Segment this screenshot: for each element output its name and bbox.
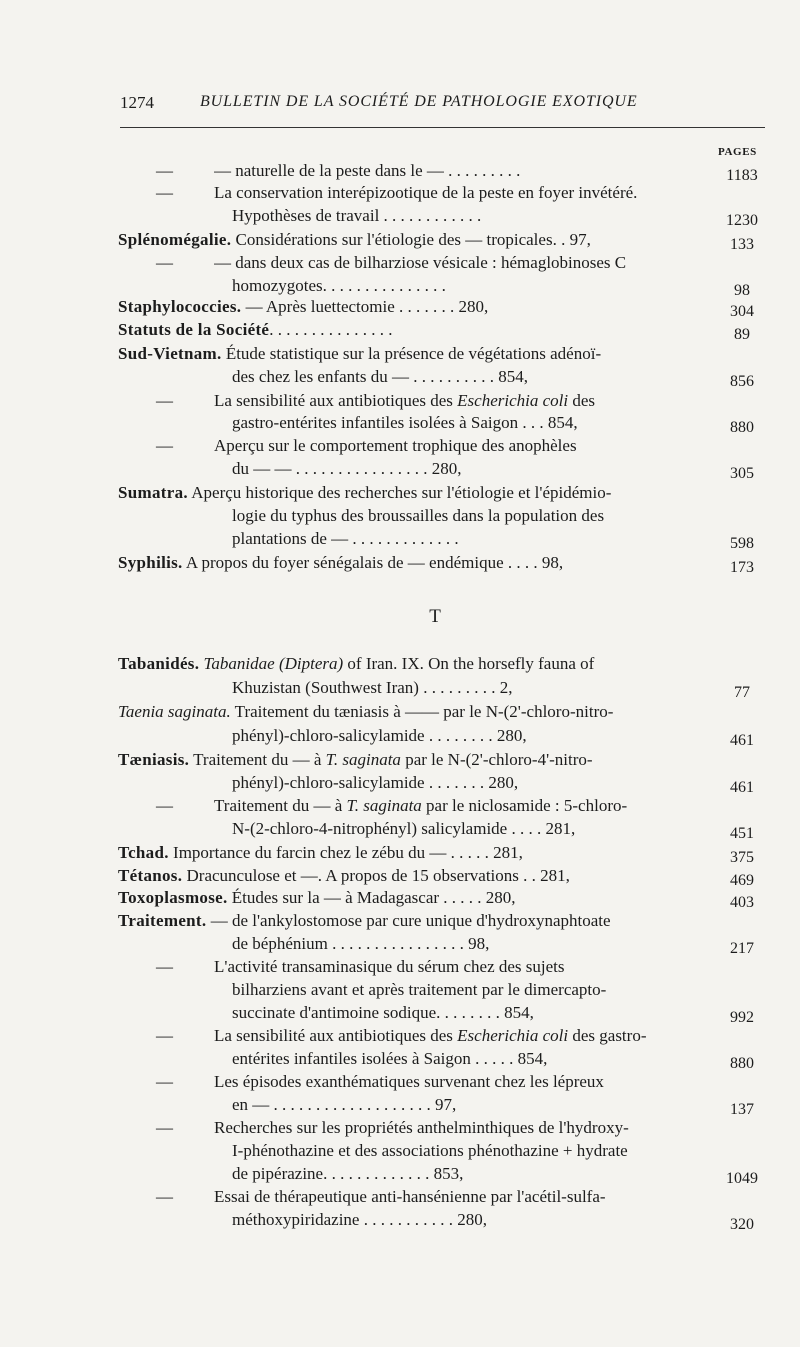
entry-text: [232, 819, 708, 839]
page-reference: 305: [730, 465, 754, 482]
index-line: [0, 773, 800, 797]
index-line: [0, 320, 800, 344]
index-line: [0, 230, 800, 254]
page-reference: 992: [730, 1009, 754, 1026]
index-line: [0, 459, 800, 483]
entry-heading: Statuts de la Société: [118, 320, 270, 339]
entry-fragment: of Iran. IX. On the horsefly fauna of: [343, 654, 595, 673]
index-line: [0, 253, 800, 277]
entry-fragment: I-phénothazine et des associations phénothazine + hydrate: [232, 1141, 628, 1160]
page-reference: 137: [730, 1101, 754, 1118]
entry-heading: Syphilis.: [118, 553, 183, 572]
entry-text: [232, 980, 708, 1000]
entry-fragment: Études sur la — à Madagascar . . . . . 280,: [227, 888, 516, 907]
index-line: [0, 529, 800, 553]
entry-fragment: des: [568, 391, 596, 410]
index-line: [0, 553, 800, 577]
page-reference: 451: [730, 825, 754, 842]
entry-fragment: La sensibilité aux antibiotiques des: [214, 391, 458, 410]
entry-fragment: logie du typhus des broussailles dans la population des: [232, 506, 605, 525]
index-line: [0, 413, 800, 437]
entry-fragment: bilharziens avant et après traitement par le dimercapto-: [232, 980, 607, 999]
entry-heading: Tétanos.: [118, 866, 183, 885]
page-reference: 461: [730, 779, 754, 796]
index-line: [0, 957, 800, 981]
entry-fragment: — Après luettectomie . . . . . . . 280,: [241, 297, 489, 316]
page-reference: 880: [730, 419, 754, 436]
entry-text: [118, 553, 708, 573]
entry-fragment: Khuzistan (Southwest Iran) . . . . . . . . . 2,: [232, 678, 513, 697]
page-reference: 403: [730, 894, 754, 911]
entry-fragment: L'activité transaminasique du sérum chez des sujets: [214, 957, 565, 976]
entry-text: [214, 183, 708, 203]
italic-term: Taenia saginata.: [118, 702, 231, 721]
index-line: [0, 843, 800, 867]
entry-text: [232, 1095, 708, 1115]
italic-term: T.: [325, 750, 339, 769]
page-reference: 1183: [726, 167, 758, 184]
ditto-dash: —: [156, 1072, 173, 1091]
ditto-dash: —: [156, 183, 173, 202]
index-line: [0, 1118, 800, 1142]
page-reference: 133: [730, 236, 754, 253]
entry-fragment: homozygotes. . . . . . . . . . . . . . .: [232, 276, 446, 295]
index-line: [0, 888, 800, 912]
entry-fragment: du — — . . . . . . . . . . . . . . . . 280,: [232, 459, 462, 478]
entry-fragment: Aperçu sur le comportement trophique des anophèles: [214, 436, 577, 455]
entry-text: [214, 957, 708, 977]
entry-text: [232, 413, 708, 433]
entry-fragment: Considérations sur l'étiologie des — tropicales. . 97,: [231, 230, 591, 249]
entry-text: [232, 276, 708, 296]
index-line: [0, 161, 800, 185]
entry-fragment: par le niclosamide : 5-chloro-: [421, 796, 628, 815]
entry-fragment: Aperçu historique des recherches sur l'étiologie et l'épidémio-: [187, 483, 612, 502]
index-line: [0, 980, 800, 1004]
index-line: [0, 1187, 800, 1211]
page-reference: 1049: [726, 1170, 758, 1187]
index-line: [0, 726, 800, 750]
index-line: [0, 1003, 800, 1027]
page-reference: 320: [730, 1216, 754, 1233]
entry-fragment: La conservation interépizootique de la peste en foyer invétéré.: [214, 183, 638, 202]
ditto-dash: —: [156, 796, 173, 815]
index-line: [0, 183, 800, 207]
entry-fragment: de béphénium . . . . . . . . . . . . . . . . 98,: [232, 934, 490, 953]
index-line: [0, 1095, 800, 1119]
entry-fragment: A propos du foyer sénégalais de — endémique . . . . 98,: [182, 553, 564, 572]
italic-term: saginata: [342, 750, 401, 769]
entry-heading: Tabanidés.: [118, 654, 200, 673]
index-line: [0, 866, 800, 890]
index-line: [0, 1141, 800, 1165]
entry-fragment: des chez les enfants du — . . . . . . . . . . 854,: [232, 367, 529, 386]
ditto-dash: —: [156, 436, 173, 455]
ditto-dash: —: [156, 1187, 173, 1206]
index-line: [0, 750, 800, 774]
entry-text: [214, 1026, 708, 1046]
index-line: [0, 796, 800, 820]
entry-text: [214, 1118, 708, 1138]
index-line: [0, 1072, 800, 1096]
index-line: [0, 702, 800, 726]
index-line: [0, 1210, 800, 1234]
index-line: [0, 1026, 800, 1050]
ditto-dash: —: [156, 161, 173, 180]
entry-fragment: Les épisodes exanthématiques survenant chez les lépreux: [214, 1072, 604, 1091]
entry-text: [232, 1141, 708, 1161]
entry-fragment: Étude statistique sur la présence de végétations adénoï-: [221, 344, 602, 363]
entry-text: [232, 1049, 708, 1069]
page-reference: 1230: [726, 212, 758, 229]
entry-fragment: succinate d'antimoine sodique. . . . . . . . 854,: [232, 1003, 534, 1022]
entry-text: [214, 161, 708, 181]
entry-heading: Tæniasis.: [118, 750, 190, 769]
entry-text: [214, 1187, 708, 1207]
entry-fragment: — dans deux cas de bilharziose vésicale : hémaglobinoses C: [214, 253, 627, 272]
entry-fragment: Essai de thérapeutique anti-hansénienne par l'acétil-sulfa-: [214, 1187, 606, 1206]
page-reference: 98: [734, 282, 750, 299]
entry-fragment: des gastro-: [568, 1026, 647, 1045]
page-reference: 461: [730, 732, 754, 749]
index-line: [0, 506, 800, 530]
entry-fragment: Dracunculose et —. A propos de 15 observations . . 281,: [182, 866, 570, 885]
entry-text: [118, 344, 708, 364]
entry-text: [232, 367, 708, 387]
entry-text: [232, 459, 708, 479]
entry-text: [214, 796, 708, 816]
page-reference: 856: [730, 373, 754, 390]
entry-fragment: . . . . . . . . . . . . . . .: [269, 320, 393, 339]
entry-heading: Sumatra.: [118, 483, 188, 502]
entry-fragment: de pipérazine. . . . . . . . . . . . . 853,: [232, 1164, 464, 1183]
entry-fragment: phényl)-chloro-salicylamide . . . . . . . 280,: [232, 773, 519, 792]
index-line: [0, 654, 800, 678]
index-line: [0, 391, 800, 415]
pages-column-header: PAGES: [718, 146, 757, 158]
entry-fragment: La sensibilité aux antibiotiques des: [214, 1026, 458, 1045]
entry-fragment: — de l'ankylostomose par cure unique d'hydroxynaphtoate: [206, 911, 611, 930]
running-header: [120, 93, 765, 123]
entry-text: [118, 320, 708, 340]
entry-fragment: plantations de — . . . . . . . . . . . . .: [232, 529, 459, 548]
entry-fragment: entérites infantiles isolées à Saigon . . . . . 854,: [232, 1049, 548, 1068]
entry-text: [214, 1072, 708, 1092]
entry-fragment: Traitement du — à: [189, 750, 326, 769]
entry-fragment: Recherches sur les propriétés anthelminthiques de l'hydroxy-: [214, 1118, 629, 1137]
index-line: [0, 1164, 800, 1188]
index-line: [0, 344, 800, 368]
entry-text: [232, 773, 708, 793]
page-reference: 217: [730, 940, 754, 957]
entry-text: [118, 654, 708, 674]
index-line: [0, 436, 800, 460]
entry-heading: Traitement.: [118, 911, 207, 930]
entry-text: [232, 1003, 708, 1023]
header-rule: [120, 127, 765, 128]
index-line: [0, 678, 800, 702]
entry-text: [232, 1164, 708, 1184]
entry-text: [118, 888, 708, 908]
italic-term: T. saginata: [346, 796, 422, 815]
entry-text: [232, 206, 708, 226]
index-line: [0, 297, 800, 321]
ditto-dash: —: [156, 253, 173, 272]
entry-fragment: — naturelle de la peste dans le — . . . . . . . . .: [214, 161, 521, 180]
entry-heading: Splénomégalie.: [118, 230, 232, 249]
page-reference: 89: [734, 326, 750, 343]
entry-fragment: en — . . . . . . . . . . . . . . . . . . . 97,: [232, 1095, 457, 1114]
entry-text: [118, 843, 708, 863]
entry-text: [118, 911, 708, 931]
entry-text: [214, 253, 708, 273]
entry-fragment: N-(2-chloro-4-nitrophényl) salicylamide . . . . 281,: [232, 819, 576, 838]
entry-fragment: Importance du farcin chez le zébu du — . . . . . 281,: [168, 843, 523, 862]
ditto-dash: —: [156, 1026, 173, 1045]
page-reference: 77: [734, 684, 750, 701]
entry-text: [214, 436, 708, 456]
ditto-dash: —: [156, 957, 173, 976]
page-reference: 469: [730, 872, 754, 889]
index-line: [0, 819, 800, 843]
entry-text: [232, 529, 708, 549]
page-reference: 880: [730, 1055, 754, 1072]
index-line: [0, 911, 800, 935]
page-reference: 598: [730, 535, 754, 552]
entry-text: [118, 297, 708, 317]
entry-text: [118, 750, 708, 770]
journal-title: BULLETIN DE LA SOCIÉTÉ DE PATHOLOGIE EXOTIQUE: [200, 93, 638, 110]
index-line: [0, 934, 800, 958]
entry-fragment: phényl)-chloro-salicylamide . . . . . . . . 280,: [232, 726, 527, 745]
ditto-dash: —: [156, 1118, 173, 1137]
entry-text: [232, 506, 708, 526]
entry-text: [118, 483, 708, 503]
entry-heading: Staphylococcies.: [118, 297, 242, 316]
page-reference: 304: [730, 303, 754, 320]
index-line: [0, 1049, 800, 1073]
page-reference: 375: [730, 849, 754, 866]
entry-text: [232, 1210, 708, 1230]
entry-heading: Tchad.: [118, 843, 169, 862]
entry-fragment: méthoxypiridazine . . . . . . . . . . . 280,: [232, 1210, 487, 1229]
entry-text: [232, 934, 708, 954]
italic-term: Escherichia coli: [457, 391, 569, 410]
italic-term: Escherichia coli: [457, 1026, 569, 1045]
italic-term: Tabanidae (Diptera): [203, 654, 344, 673]
section-letter: T: [429, 606, 441, 627]
entry-text: [118, 866, 708, 886]
entry-heading: Toxoplasmose.: [118, 888, 228, 907]
entry-text: [118, 230, 708, 250]
entry-fragment: Traitement du tæniasis à —— par le N-(2'-chloro-nitro-: [230, 702, 614, 721]
entry-fragment: Traitement du — à: [214, 796, 347, 815]
entry-text: [118, 702, 708, 722]
index-line: [0, 206, 800, 230]
entry-fragment: Hypothèses de travail . . . . . . . . . . . .: [232, 206, 482, 225]
page-number: 1274: [120, 93, 154, 112]
index-line: [0, 483, 800, 507]
entry-text: [232, 678, 708, 698]
entry-text: [232, 726, 708, 746]
entry-text: [214, 391, 708, 411]
ditto-dash: —: [156, 391, 173, 410]
entry-heading: Sud-Vietnam.: [118, 344, 222, 363]
entry-fragment: gastro-entérites infantiles isolées à Saigon . . . 854,: [232, 413, 578, 432]
page-reference: 173: [730, 559, 754, 576]
entry-fragment: par le N-(2'-chloro-4'-nitro-: [400, 750, 593, 769]
index-line: [0, 367, 800, 391]
